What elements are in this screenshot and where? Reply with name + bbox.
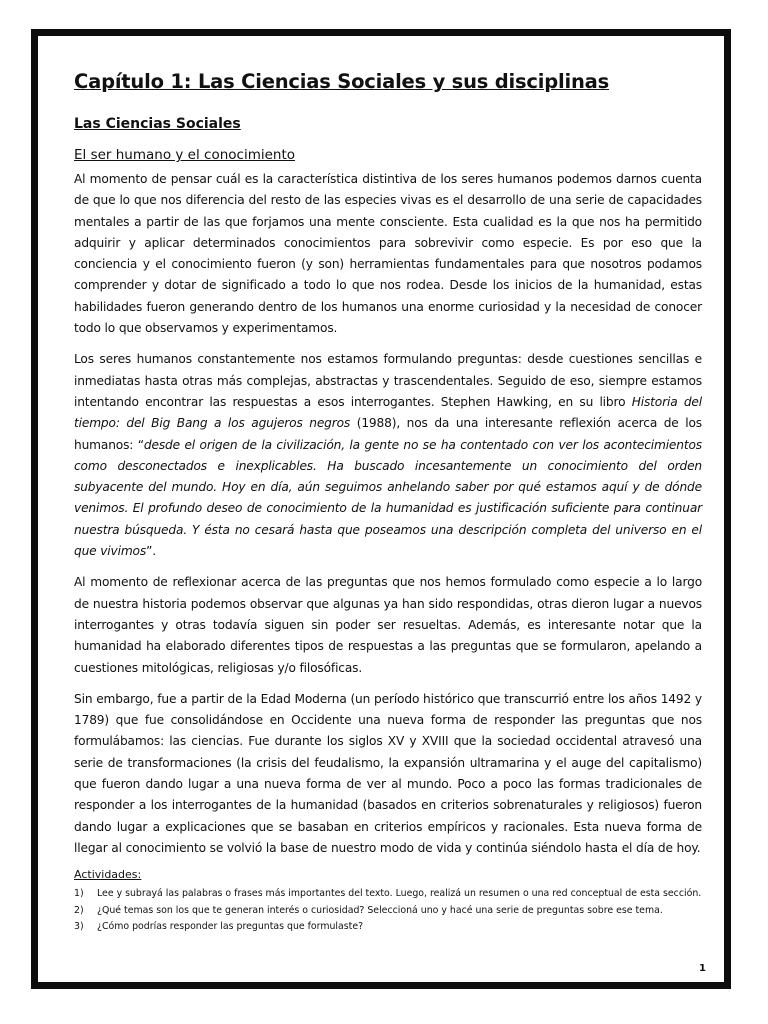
paragraph-2 — [74, 349, 702, 562]
activities-heading: Actividades: — [74, 868, 142, 882]
activity-item — [74, 886, 702, 903]
page-number: 1 — [699, 963, 706, 974]
activity-text: ¿Qué temas son los que te generan interés o curiosidad? Seleccioná uno y hacé una serie de preguntas sobre ese tema. — [97, 904, 663, 916]
paragraph-3: Al momento de reflexionar acerca de las preguntas que nos hemos formulado como especie a lo largo de nuestra historia podemos observar que algunas ya han sido respondidas, otras dieron lugar a nuevos interrogantes y otras todavía siguen sin poder ser resueltas. Además, es interesante notar que la humanidad ha elaborado diferentes tipos de respuestas a las preguntas que se formularon, apelando a cuestiones mitológicas, religiosas y/o filosóficas. — [74, 575, 702, 675]
book-title: Historia del tiempo: del Big Bang a los agujeros negros — [74, 394, 702, 431]
hawking-quote: desde el origen de la civilización, la gente no se ha contentado con ver los acontecimientos como desconectados e inexplicables. Ha buscado incesantemente un conocimiento del orden subyacente del mundo. Hoy en día, aún seguimos anhelando saber por qué estamos aquí y de dónde venimos. El profundo deseo de conocimiento de la humanidad es justificación suficiente para continuar nuestra búsqueda. Y ésta no cesará hasta que poseamos una descripción completa del universo en el que vivimos — [74, 437, 702, 559]
activity-item — [74, 919, 702, 936]
activities-list — [74, 886, 702, 936]
chapter-title: Capítulo 1: Las Ciencias Sociales y sus disciplinas — [74, 70, 610, 93]
activity-item — [74, 903, 702, 920]
paragraph-4: Sin embargo, fue a partir de la Edad Moderna (un período histórico que transcurrió entre los años 1492 y 1789) que fue consolidándose en Occidente una nueva forma de responder las preguntas que nos formulábamos: las ciencias. Fue durante los siglos XV y XVIII que la sociedad occidental atravesó una serie de transformaciones (la crisis del feudalismo, la expansión ultramarina y el auge del capitalismo) que fueron dando lugar a una nueva forma de ver al mundo. Poco a poco las formas tradicionales de responder a los interrogantes de la humanidad (basados en criterios sobrenaturales y religiosos) fueron dando lugar a explicaciones que se basaban en criterios empíricos y racionales. Esta nueva forma de llegar al conocimiento se volvió la base de nuestro modo de vida y continúa siéndolo hasta el día de hoy. — [74, 691, 702, 855]
activity-number: 1) — [74, 888, 84, 900]
activity-text: ¿Cómo podrías responder las preguntas que formulaste? — [97, 921, 364, 933]
paragraph-2-part-3: ”. — [146, 544, 156, 559]
section-title: Las Ciencias Sociales — [74, 116, 241, 132]
activity-text: Lee y subrayá las palabras o frases más importantes del texto. Luego, realizá un resumen o una red conceptual de esta sección. — [97, 888, 702, 900]
paragraph-2-part-2: (1988), nos da una interesante reflexión acerca de los humanos: “ — [74, 416, 702, 452]
activity-number: 2) — [74, 904, 84, 916]
paragraph-2-part-1: Los seres humanos constantemente nos estamos formulando preguntas: desde cuestiones sencillas e inmediatas hasta otras más complejas, abstractas y trascendentales. Seguido de eso, siempre estamos intentando encontrar las respuestas a esos interrogantes. Stephen Hawking, en su libro — [74, 352, 702, 409]
activity-number: 3) — [74, 921, 84, 933]
page-content — [74, 70, 702, 936]
subsection-title: El ser humano y el conocimiento — [74, 147, 296, 163]
paragraph-1: Al momento de pensar cuál es la característica distintiva de los seres humanos podemos darnos cuenta de que lo que nos diferencia del resto de las especies vivas es el desarrollo de una serie de capacidades mentales a partir de las que forjamos una mente consciente. Esta cualidad es la que nos ha permitido adquirir y aplicar determinados conocimientos para sobrevivir como especie. Es por eso que la conciencia y el conocimiento fueron (y son) herramientas fundamentales para que nosotros podamos comprender y dotar de significado a todo lo que nos rodea. Desde los inicios de la humanidad, estas habilidades fueron generando dentro de los humanos una enorme curiosidad y la necesidad de conocer todo lo que observamos y experimentamos. — [74, 172, 702, 336]
document-page — [31, 29, 731, 989]
